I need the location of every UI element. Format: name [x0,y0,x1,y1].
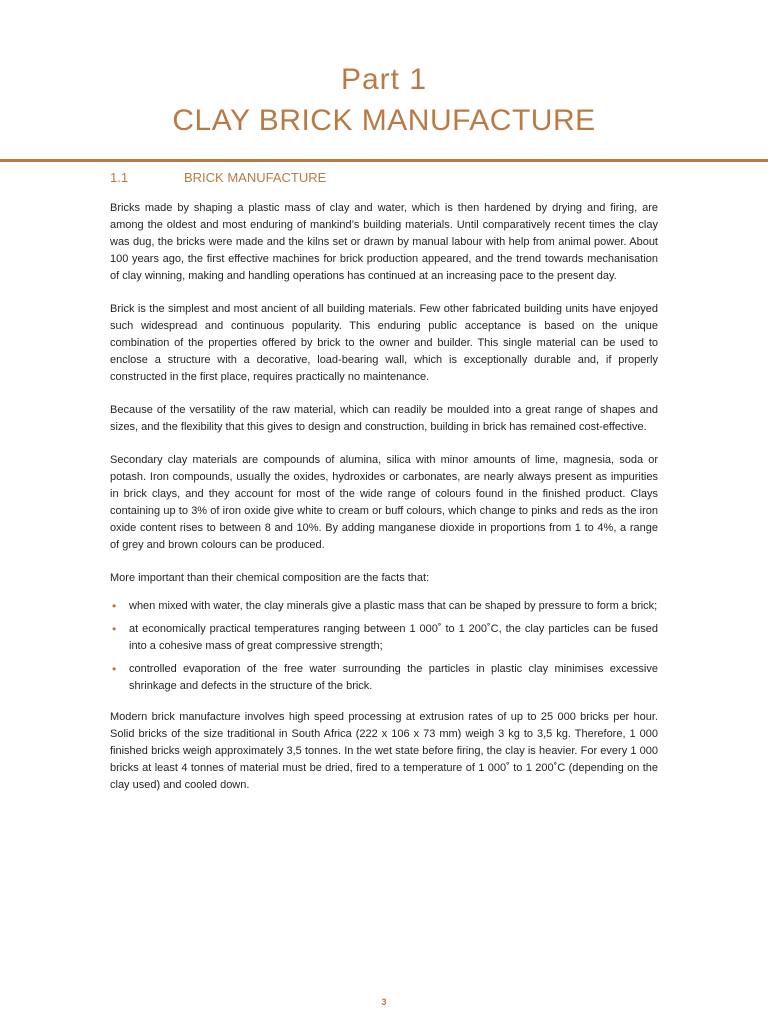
list-item-text: at economically practical temperatures ranging between 1 000˚ to 1 200˚C, the clay particles can be fused into a cohesive mass of great compressive strength; [129,623,658,652]
list-item [110,661,658,695]
page-title: CLAY BRICK MANUFACTURE [172,104,596,137]
paragraph: Secondary clay materials are compounds of alumina, silica with minor amounts of lime, magnesia, soda or potash. Iron compounds, usually the oxides, hydroxides or carbonates, are nearly always present as impurities in brick clays, and they account for most of the wide range of colours found in the finished product. Clays containing up to 3% of iron oxide give white to cream or buff colours, which change to pinks and reds as the iron oxide content rises to between 8 and 10%. By adding manganese dioxide in proportions from 1 to 4%, a range of grey and brown colours can be produced. [110,454,658,551]
paragraph: Brick is the simplest and most ancient of all building materials. Few other fabricated building units have enjoyed such widespread and continuous popularity. This enduring public acceptance is based on the unique combination of the properties offered by brick to the owner and builder. This single material can be used to enclose a structure with a decorative, load-bearing wall, which is exceptionally durable and, if properly constructed in the first place, requires practically no maintenance. [110,303,658,383]
bullet-list [110,598,658,695]
page-number: 3 [381,997,387,1007]
list-item [110,598,658,615]
list-item-text: when mixed with water, the clay minerals give a plastic mass that can be shaped by pressure to form a brick; [129,600,658,612]
list-item [110,621,658,655]
section-title: BRICK MANUFACTURE [184,170,327,185]
paragraph: Because of the versatility of the raw material, which can readily be moulded into a great range of shapes and sizes, and the flexibility that this gives to design and construction, building in brick has remained cost-effective. [110,404,658,433]
bullet-icon: • [112,662,117,676]
bullet-icon: • [112,622,117,636]
paragraph: More important than their chemical composition are the facts that: [110,572,430,584]
bullet-icon: • [112,599,117,613]
body-text [110,200,658,810]
paragraph: Bricks made by shaping a plastic mass of clay and water, which is then hardened by drying and firing, are among the oldest and most enduring of mankind’s building materials. Until comparatively recent times the clay was dug, the bricks were made and the kilns set or drawn by manual labour with help from animal power. About 100 years ago, the first effective machines for brick production appeared, and the trend towards mechanisation of clay winning, making and handling operations has continued at an increasing pace to the present day. [110,202,658,282]
section-number: 1.1 [110,170,129,185]
title-divider [0,159,768,162]
section-heading [110,169,658,187]
part-label: Part 1 [340,63,428,96]
list-item-text: controlled evaporation of the free water surrounding the particles in plastic clay minimises excessive shrinkage and defects in the structure of the brick. [129,663,658,692]
paragraph: Modern brick manufacture involves high speed processing at extrusion rates of up to 25 000 bricks per hour. Solid bricks of the size traditional in South Africa (222 x 106 x 73 mm) weigh 3 kg to 3,5 kg. Therefore, 1 000 finished bricks weigh approximately 3,5 tonnes. In the wet state before firing, the clay is heavier. For every 1 000 bricks at least 4 tonnes of material must be dried, fired to a temperature of 1 000˚ to 1 200˚C (depending on the clay used) and cooled down. [110,711,658,791]
